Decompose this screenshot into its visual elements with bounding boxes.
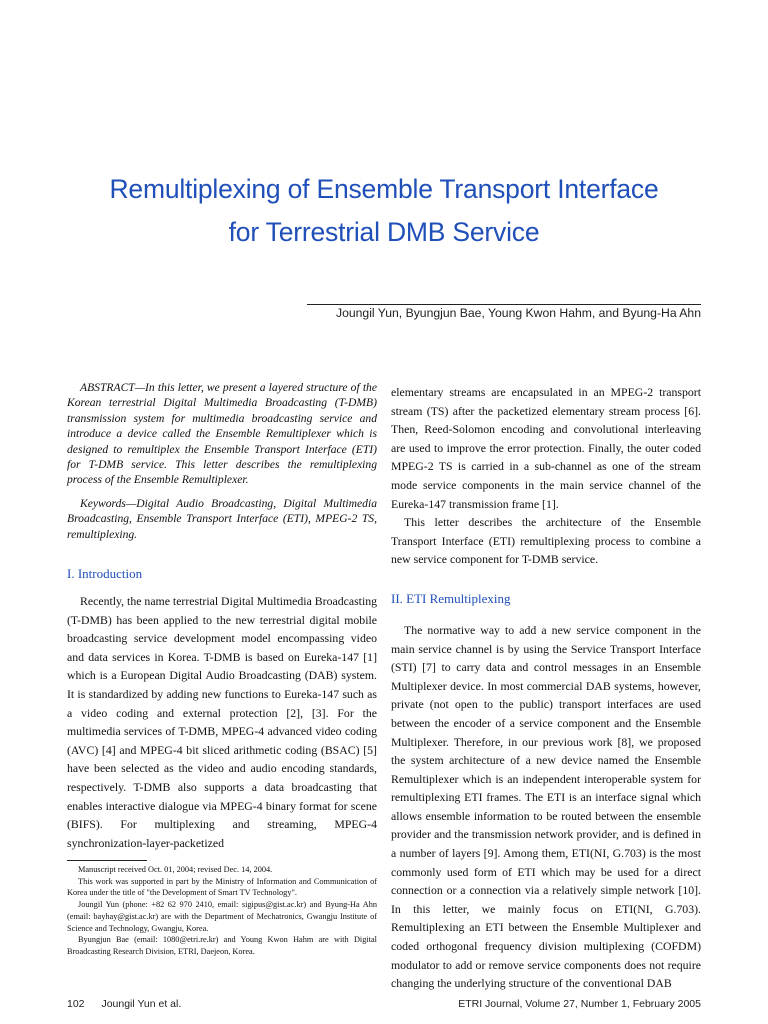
left-column [67,380,377,852]
introduction-paragraph: Recently, the name terrestrial Digital Multimedia Broadcasting (T-DMB) has been applied to the new terrestrial digital mobile broadcasting service development model encompassing video and data services in Korea. T-DMB is based on Eureka-147 [1] which is a European Digital Audio Broadcasting (DAB) system. It is standardized by adding new functions to Eureka-147 such as a video coding and external protection [2], [3]. For the multimedia services of T-DMB, MPEG-4 advanced video coding (AVC) [4] and MPEG-4 bit sliced arithmetic coding (BSAC) [5] have been selected as the video and audio encoding standards, respectively. T-DMB also supports a data broadcasting that enables interactive dialogue via MPEG-4 binary format for scene (BIFS). For multiplexing and streaming, MPEG-4 synchronization-layer-packetized [67,594,378,850]
footnote-affiliation-2: Byungjun Bae (email: 1080@etri.re.kr) and Young Kwon Hahm are with Digital Broadcasting Research Division, ETRI, Daejeon, Korea. [67,935,377,956]
footnote-funding: This work was supported in part by the Ministry of Information and Communication of Korea under the title of "the Development of Smart TV Technology". [67,876,377,898]
continued-paragraph: elementary streams are encapsulated in an MPEG-2 transport stream (TS) after the packetized elementary stream process [6]. Then, Reed-Solomon encoding and convolutional interleaving are used to improve the error protection. Finally, the outer coded MPEG-2 TS is carried in a sub-channel as one of the stream mode service components in the main service channel of the Eureka-147 transmission frame [1]. [391,385,701,511]
title-line-1: Remultiplexing of Ensemble Transport Interface [109,174,659,204]
title-line-2: for Terrestrial DMB Service [228,217,540,247]
running-authors: Joungil Yun et al. [101,998,182,1010]
page-number: 102 [67,998,85,1010]
journal-citation: ETRI Journal, Volume 27, Number 1, February 2005 [458,998,701,1010]
eti-remultiplexing-paragraph: The normative way to add a new service component in the main service channel is by using the Service Transport Interface (STI) [7] to carry data and control messages in an Ensemble Multiplexer device. In most commercial DAB systems, however, private (not open to the public) transport interfaces are used between the encoder of a service component and the Ensemble Multiplexer. Therefore, in our previous work [8], we proposed the system architecture of a new device named the Ensemble Remultiplexer which is an independent interoperable system for remultiplexing ETI frames. The ETI is an interface signal which allows ensemble information to be routed between the ensemble provider and the transmission network provider, and is defined in a number of layers [9]. Among them, ETI(NI, G.703) is the most commonly used form of ETI which may be used for a direct connection or a connection via a relatively simple network [10]. In this letter, we mainly focus on ETI(NI, G.703). Remultiplexing an ETI between the Ensemble Multiplexer and coded orthogonal frequency division multiplexing (COFDM) modulator to add or remove service components does not require changing the underlying structure of the conventional DAB [391,622,701,991]
letter-overview-paragraph: This letter describes the architecture of the Ensemble Transport Interface (ETI) remultiplexing process to combine a new service component for T-DMB service. [391,515,701,567]
footnotes [67,860,377,958]
footnote-affiliation-1: Joungil Yun (phone: +82 62 970 2410, email: sigipus@gist.ac.kr) and Byung-Ha Ahn (email: bayhay@gist.ac.kr) are with the Department of Mechatronics, Gwangju Institute of Science and Technology, Gwangju, Korea. [67,900,377,933]
right-column [391,383,701,993]
footnote-rule [67,860,147,861]
abstract [67,380,377,542]
abstract-text: ABSTRACT—In this letter, we present a layered structure of the Korean terrestrial Digital Multimedia Broadcasting (T-DMB) transmission system for multimedia broadcasting service and introduce a device called the Ensemble Remultiplexer which is designed to remultiplex the Ensemble Transport Interface (ETI) for T-DMB service. This letter describes the remultiplexing process of the Ensemble Remultiplexer. [67,381,377,487]
footnote-manuscript: Manuscript received Oct. 01, 2004; revised Dec. 14, 2004. [78,865,273,874]
page-footer-left [67,998,181,1010]
author-list: Joungil Yun, Byungjun Bae, Young Kwon Hahm, and Byung-Ha Ahn [336,306,701,320]
keywords: Keywords—Digital Audio Broadcasting, Digital Multimedia Broadcasting, Ensemble Transport Interface (ETI), MPEG-2 TS, remultiplexing. [67,496,377,541]
section-heading-eti-remultiplexing: II. ETI Remultiplexing [391,590,511,606]
paper-title [60,168,708,254]
section-heading-introduction: I. Introduction [67,566,143,582]
